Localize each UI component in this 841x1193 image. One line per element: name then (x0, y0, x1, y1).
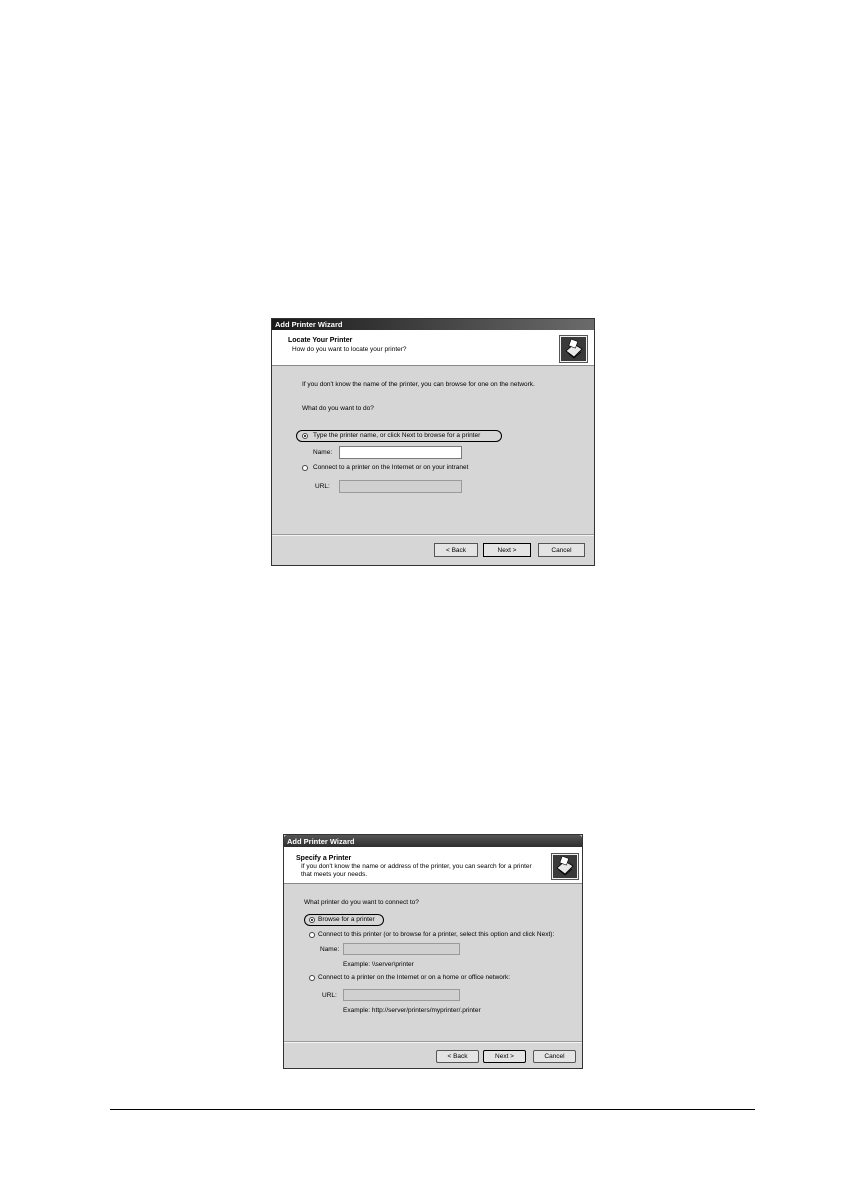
connect-this-printer-radio[interactable] (309, 932, 315, 938)
name-label: Name: (320, 946, 340, 953)
header-title: Specify a Printer (296, 855, 352, 862)
question-text: What do you want to do? (302, 405, 374, 412)
intro-text: If you don't know the name of the printer, you can browse for one on the network. (302, 381, 535, 388)
connect-internet-radio[interactable] (302, 465, 308, 471)
connect-internet-option-label[interactable]: Connect to a printer on the Internet or on a home or office network: (318, 974, 511, 981)
url-input[interactable] (343, 989, 460, 1001)
header-subtitle-line-2: that meets your needs. (301, 871, 368, 878)
type-name-radio[interactable] (302, 433, 308, 439)
name-input[interactable] (343, 943, 460, 955)
name-label: Name: (313, 449, 333, 456)
printer-icon (551, 853, 579, 880)
name-input[interactable] (339, 446, 462, 459)
header-subtitle-line-1: If you don't know the name or address of the printer, you can search for a printer (301, 863, 532, 870)
url-example-text: Example: http://server/printers/myprinter/.printer (343, 1007, 481, 1014)
browse-printer-radio[interactable] (309, 917, 315, 923)
wizard-header (284, 847, 582, 884)
next-button[interactable]: Next > (483, 1050, 526, 1063)
footer-rule (110, 1109, 755, 1110)
connect-this-printer-option-label[interactable]: Connect to this printer (or to browse for a printer, select this option and click Next): (318, 931, 555, 938)
type-name-option-label[interactable]: Type the printer name, or click Next to browse for a printer (313, 432, 481, 439)
add-printer-wizard-dialog-2 (283, 834, 583, 1069)
cancel-button[interactable]: Cancel (538, 543, 585, 557)
cancel-button[interactable]: Cancel (533, 1050, 576, 1063)
dialog-title: Add Printer Wizard (275, 320, 343, 329)
back-button[interactable]: < Back (434, 543, 478, 557)
dialog-title-bar[interactable] (284, 835, 582, 847)
question-text: What printer do you want to connect to? (304, 899, 419, 906)
name-example-text: Example: \\server\printer (343, 961, 414, 968)
url-label: URL: (322, 992, 337, 999)
browse-printer-option-label[interactable]: Browse for a printer (318, 916, 375, 923)
url-input[interactable] (339, 480, 462, 493)
printer-icon (559, 335, 588, 363)
back-button[interactable]: < Back (436, 1050, 479, 1063)
dialog-title: Add Printer Wizard (287, 836, 355, 846)
header-subtitle: How do you want to locate your printer? (292, 346, 407, 353)
button-separator (284, 1041, 582, 1043)
next-button[interactable]: Next > (483, 543, 531, 557)
url-label: URL: (315, 483, 330, 490)
button-separator (272, 534, 594, 536)
wizard-header (272, 330, 594, 366)
connect-internet-radio[interactable] (309, 975, 315, 981)
connect-internet-option-label[interactable]: Connect to a printer on the Internet or on your intranet (313, 464, 469, 471)
header-title: Locate Your Printer (288, 337, 353, 344)
add-printer-wizard-dialog-1 (271, 318, 595, 566)
dialog-title-bar[interactable] (272, 319, 594, 330)
